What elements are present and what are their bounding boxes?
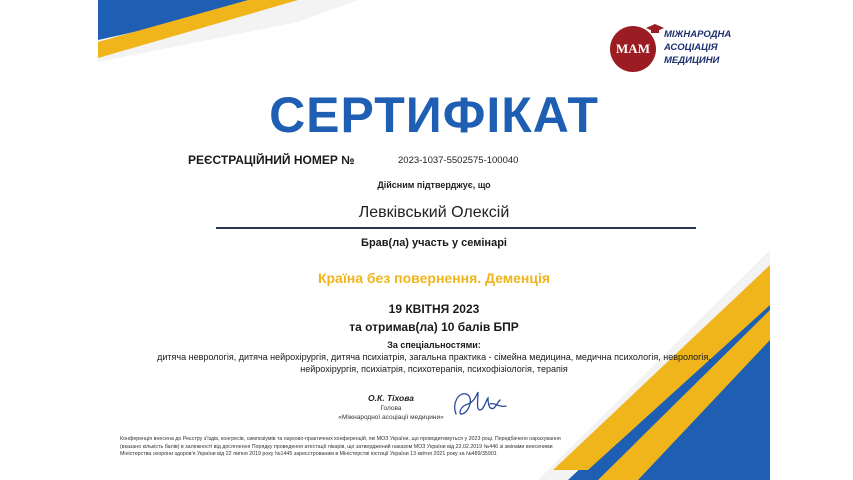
specialties-line: нейрохірургія, психіатрія, психотерапія, психофізіологія, терапія bbox=[300, 364, 568, 374]
registration-label: РЕЄСТРАЦІЙНИЙ НОМЕР № bbox=[188, 153, 355, 167]
specialties-list bbox=[118, 351, 750, 375]
signer-role: Голова bbox=[380, 405, 402, 412]
logo-line3: МЕДИЦИНИ bbox=[664, 55, 720, 66]
certificate-title: СЕРТИФІКАТ bbox=[269, 87, 599, 143]
certificate bbox=[98, 0, 770, 480]
seminar-date: 19 КВІТНЯ 2023 bbox=[388, 302, 480, 316]
graduation-cap-icon bbox=[646, 24, 664, 34]
registration-number: 2023-1037-5502575-100040 bbox=[398, 155, 519, 166]
logo-line2: АСОЦІАЦІЯ bbox=[664, 42, 718, 53]
specialties-label: За спеціальностями: bbox=[387, 340, 481, 350]
footnote bbox=[120, 436, 580, 459]
specialties-line: дитяча неврологія, дитяча нейрохірургія, дитяча психіатрія, загальна практика - сімейна медицина, медична психологія, неврологія, bbox=[157, 352, 711, 362]
name-underline bbox=[216, 227, 696, 229]
footnote-line: Міністерства охорони здоров'я України від 22 липня 2019 року №1445 зареєстрованим в Міністерстві юстиції України 13 квітня 2021 року за №489/35901 bbox=[120, 451, 497, 457]
signer-organization: «Міжнародної асоціації медицини» bbox=[338, 414, 444, 421]
logo-line1: МІЖНАРОДНА bbox=[664, 29, 732, 40]
signer-name: О.К. Тіхова bbox=[368, 393, 414, 403]
confirm-text: Дійсним підтверджує, що bbox=[377, 180, 491, 190]
logo-text bbox=[664, 28, 731, 67]
participant-name: Левківський Олексій bbox=[358, 204, 510, 221]
footnote-line: Конференція внесена до Реєстру з'їздів, конгресів, симпозіумів та науково-практичних конференцій, які МОЗ України, що проводитимуться у 2023 році. Передбачено нарахування bbox=[120, 436, 561, 442]
points-text: та отримав(ла) 10 балів БПР bbox=[349, 320, 519, 334]
participated-text: Брав(ла) участь у семінарі bbox=[361, 237, 507, 249]
signature bbox=[450, 386, 510, 422]
logo-abbr: МАМ bbox=[616, 41, 650, 56]
seminar-title: Країна без повернення. Деменція bbox=[317, 270, 551, 286]
footnote-line: (вказано кількість балів) в залежності від досягнення Порядку проведення атестації лікарів, що затверджений наказом МОЗ України від 22.02.2019 №446 зі змінами внесеними bbox=[120, 443, 553, 450]
